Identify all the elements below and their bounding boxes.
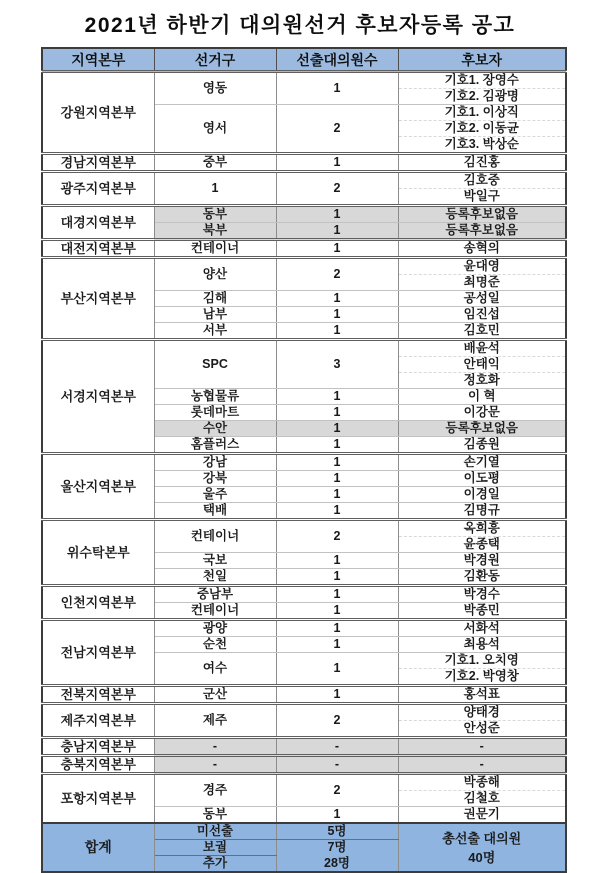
candidate-name: 박종해 xyxy=(463,775,500,789)
candidates-cell xyxy=(398,704,566,738)
candidate-name: 최명준 xyxy=(399,274,566,290)
region-cell: 충남지역본부 xyxy=(42,738,154,756)
candidate-name: 정호화 xyxy=(399,372,566,388)
candidate-name: 이경일 xyxy=(463,487,500,501)
region-cell: 전남지역본부 xyxy=(42,620,154,686)
summary-total-value: 40명 xyxy=(468,849,496,865)
summary-category-cell: 보궐 xyxy=(154,840,276,856)
region-cell: 인천지역본부 xyxy=(42,586,154,620)
count-cell: 1 xyxy=(276,586,398,603)
candidates-cell xyxy=(398,307,566,323)
count-cell: 1 xyxy=(276,421,398,437)
district-row xyxy=(42,620,566,637)
count-cell: 2 xyxy=(276,520,398,553)
region-cell: 전북지역본부 xyxy=(42,686,154,704)
candidates-cell xyxy=(398,471,566,487)
candidate-name: 등록후보없음 xyxy=(445,223,518,237)
count-cell: 2 xyxy=(276,105,398,154)
district-row xyxy=(42,586,566,603)
district-cell: 중남부 xyxy=(154,586,276,603)
candidate-name: 김환동 xyxy=(463,569,500,583)
summary-value-cell: 7명 xyxy=(276,840,398,856)
candidate-name: 박종민 xyxy=(463,603,500,617)
candidates-cell xyxy=(398,620,566,637)
count-cell: 1 xyxy=(276,454,398,471)
candidates-cell xyxy=(398,586,566,603)
page-title: 2021년 하반기 대의원선거 후보자등록 공고 xyxy=(84,14,516,37)
region-cell: 대경지역본부 xyxy=(42,206,154,240)
district-cell: 1 xyxy=(154,172,276,206)
district-cell: 컨테이너 xyxy=(154,520,276,553)
region-cell: 포항지역본부 xyxy=(42,774,154,824)
count-cell: 1 xyxy=(276,154,398,172)
candidates-cell xyxy=(398,340,566,389)
candidate-name: 최용석 xyxy=(463,637,500,651)
candidates-cell xyxy=(398,258,566,291)
candidate-name: 김호민 xyxy=(463,323,500,337)
summary-label-cell: 합계 xyxy=(42,823,154,872)
count-cell: 1 xyxy=(276,323,398,340)
district-row xyxy=(42,704,566,738)
candidates-cell xyxy=(398,637,566,653)
district-cell: 북부 xyxy=(154,223,276,240)
table-header xyxy=(42,48,566,72)
count-cell: 1 xyxy=(276,807,398,824)
count-cell: 1 xyxy=(276,72,398,105)
district-row xyxy=(42,340,566,389)
district-cell: 강북 xyxy=(154,471,276,487)
candidate-name: 기호2. 김광명 xyxy=(399,88,566,104)
candidate-name: 서화석 xyxy=(463,621,500,635)
count-cell: 1 xyxy=(276,553,398,569)
count-cell: 3 xyxy=(276,340,398,389)
candidates-cell xyxy=(398,653,566,686)
candidates-cell xyxy=(398,223,566,240)
region-cell: 서경지역본부 xyxy=(42,340,154,454)
candidates-cell xyxy=(398,603,566,620)
candidates-cell xyxy=(398,454,566,471)
candidate-name: 기호2. 이동균 xyxy=(399,120,566,136)
region-cell: 위수탁본부 xyxy=(42,520,154,586)
candidates-cell xyxy=(398,520,566,553)
candidates-cell xyxy=(398,291,566,307)
region-cell: 울산지역본부 xyxy=(42,454,154,520)
district-cell: 서부 xyxy=(154,323,276,340)
candidates-cell xyxy=(398,686,566,704)
summary-category-cell: 미선출 xyxy=(154,823,276,840)
district-cell: 군산 xyxy=(154,686,276,704)
district-cell: 천일 xyxy=(154,569,276,586)
region-cell: 광주지역본부 xyxy=(42,172,154,206)
count-cell: 1 xyxy=(276,291,398,307)
candidate-name: 박일구 xyxy=(399,188,566,204)
district-cell: 여수 xyxy=(154,653,276,686)
district-cell: 경주 xyxy=(154,774,276,807)
district-cell: 순천 xyxy=(154,637,276,653)
header-row xyxy=(42,48,566,72)
candidate-name: 등록후보없음 xyxy=(445,421,518,435)
district-cell: 영동 xyxy=(154,72,276,105)
candidate-name: 송혁의 xyxy=(463,241,500,255)
candidate-name: 배윤석 xyxy=(463,341,500,355)
district-row xyxy=(42,686,566,704)
region-cell: 부산지역본부 xyxy=(42,258,154,340)
candidates-cell xyxy=(398,172,566,206)
candidate-name: 김호중 xyxy=(463,173,500,187)
district-cell: 국보 xyxy=(154,553,276,569)
column-header: 선거구 xyxy=(154,48,276,72)
district-row xyxy=(42,258,566,291)
district-row xyxy=(42,520,566,553)
candidate-name: 김철호 xyxy=(399,790,566,806)
candidates-cell xyxy=(398,553,566,569)
candidate-name: 기호3. 박상순 xyxy=(399,136,566,152)
candidate-name: 옥희흥 xyxy=(463,521,500,535)
candidate-name: 기호1. 장영수 xyxy=(444,73,519,87)
count-cell: 1 xyxy=(276,307,398,323)
district-cell: - xyxy=(154,738,276,756)
district-cell: 중부 xyxy=(154,154,276,172)
count-cell: 1 xyxy=(276,206,398,223)
district-row xyxy=(42,206,566,223)
district-cell: 김해 xyxy=(154,291,276,307)
region-cell: 충북지역본부 xyxy=(42,756,154,774)
candidates-cell xyxy=(398,389,566,405)
count-cell: 2 xyxy=(276,774,398,807)
candidate-name: 이강문 xyxy=(463,405,500,419)
district-cell: 제주 xyxy=(154,704,276,738)
district-cell: 택배 xyxy=(154,503,276,520)
candidate-name: 김종원 xyxy=(463,437,500,451)
count-cell: 1 xyxy=(276,223,398,240)
summary-total-label: 총선출 대의원 xyxy=(442,830,522,846)
count-cell: 1 xyxy=(276,437,398,454)
district-cell: 강남 xyxy=(154,454,276,471)
district-cell: 컨테이너 xyxy=(154,603,276,620)
candidates-cell xyxy=(398,807,566,824)
district-cell: 롯데마트 xyxy=(154,405,276,421)
candidates-cell xyxy=(398,774,566,807)
count-cell: 1 xyxy=(276,389,398,405)
candidate-name: 김명규 xyxy=(463,503,500,517)
candidate-name: 임진섭 xyxy=(463,307,500,321)
count-cell: 1 xyxy=(276,503,398,520)
column-header: 지역본부 xyxy=(42,48,154,72)
candidate-name: 등록후보없음 xyxy=(445,207,518,221)
candidates-cell xyxy=(398,738,566,756)
district-cell: 동부 xyxy=(154,206,276,223)
candidate-name: 윤종택 xyxy=(399,536,566,552)
district-cell: 울주 xyxy=(154,487,276,503)
count-cell: - xyxy=(276,738,398,756)
count-cell: 1 xyxy=(276,637,398,653)
candidates-cell xyxy=(398,437,566,454)
district-cell: 농협물류 xyxy=(154,389,276,405)
candidates-cell xyxy=(398,105,566,154)
announcement-page xyxy=(0,9,600,873)
candidate-name: 박경원 xyxy=(463,553,500,567)
column-header: 선출대의원수 xyxy=(276,48,398,72)
candidates-cell xyxy=(398,421,566,437)
candidates-cell xyxy=(398,240,566,258)
district-row xyxy=(42,240,566,258)
district-cell: 남부 xyxy=(154,307,276,323)
table-body xyxy=(42,72,566,873)
district-row xyxy=(42,738,566,756)
summary-row xyxy=(42,823,566,840)
candidate-name: 이도평 xyxy=(463,471,500,485)
candidates-cell xyxy=(398,487,566,503)
count-cell: 1 xyxy=(276,240,398,258)
candidate-name: 홍석표 xyxy=(463,687,500,701)
candidate-name: 기호1. 이상직 xyxy=(444,105,519,119)
district-cell: - xyxy=(154,756,276,774)
district-row xyxy=(42,454,566,471)
candidate-name: 이 혁 xyxy=(467,389,496,403)
region-cell: 제주지역본부 xyxy=(42,704,154,738)
count-cell: 1 xyxy=(276,569,398,586)
candidates-cell xyxy=(398,569,566,586)
count-cell: 1 xyxy=(276,405,398,421)
candidate-name: - xyxy=(479,757,484,771)
count-cell: 2 xyxy=(276,258,398,291)
count-cell: 2 xyxy=(276,172,398,206)
candidate-name: 권문기 xyxy=(463,807,500,821)
district-cell: 양산 xyxy=(154,258,276,291)
region-cell: 대전지역본부 xyxy=(42,240,154,258)
candidate-name: 윤대영 xyxy=(463,259,500,273)
candidate-name: 안태익 xyxy=(399,356,566,372)
candidate-name: 공성일 xyxy=(463,291,500,305)
district-row xyxy=(42,774,566,807)
candidates-cell xyxy=(398,503,566,520)
summary-value-cell: 5명 xyxy=(276,823,398,840)
candidate-name: 박경수 xyxy=(463,587,500,601)
district-row xyxy=(42,172,566,206)
district-cell: SPC xyxy=(154,340,276,389)
district-cell: 컨테이너 xyxy=(154,240,276,258)
candidate-name: 김진홍 xyxy=(463,155,500,169)
district-row xyxy=(42,154,566,172)
district-cell: 동부 xyxy=(154,807,276,824)
district-row xyxy=(42,756,566,774)
summary-value-cell: 28명 xyxy=(276,856,398,873)
candidates-cell xyxy=(398,206,566,223)
count-cell: - xyxy=(276,756,398,774)
district-cell: 영서 xyxy=(154,105,276,154)
count-cell: 2 xyxy=(276,704,398,738)
district-cell: 홈플러스 xyxy=(154,437,276,454)
region-cell: 경남지역본부 xyxy=(42,154,154,172)
count-cell: 1 xyxy=(276,686,398,704)
district-row xyxy=(42,72,566,105)
candidates-cell xyxy=(398,154,566,172)
candidate-name: 안성준 xyxy=(399,720,566,736)
count-cell: 1 xyxy=(276,603,398,620)
candidate-name: - xyxy=(479,739,484,753)
summary-total-cell xyxy=(398,823,566,872)
candidate-name: 손기열 xyxy=(463,455,500,469)
count-cell: 1 xyxy=(276,471,398,487)
region-cell: 강원지역본부 xyxy=(42,72,154,154)
candidate-name: 양태경 xyxy=(463,705,500,719)
column-header: 후보자 xyxy=(398,48,566,72)
candidate-name: 기호2. 박영창 xyxy=(399,668,566,684)
candidates-cell xyxy=(398,756,566,774)
candidates-table xyxy=(41,47,567,873)
candidates-cell xyxy=(398,405,566,421)
district-cell: 수안 xyxy=(154,421,276,437)
summary-category-cell: 추가 xyxy=(154,856,276,873)
district-cell: 광양 xyxy=(154,620,276,637)
candidates-cell xyxy=(398,72,566,105)
count-cell: 1 xyxy=(276,487,398,503)
candidate-name: 기호1. 오치영 xyxy=(444,653,519,667)
count-cell: 1 xyxy=(276,620,398,637)
candidates-cell xyxy=(398,323,566,340)
count-cell: 1 xyxy=(276,653,398,686)
